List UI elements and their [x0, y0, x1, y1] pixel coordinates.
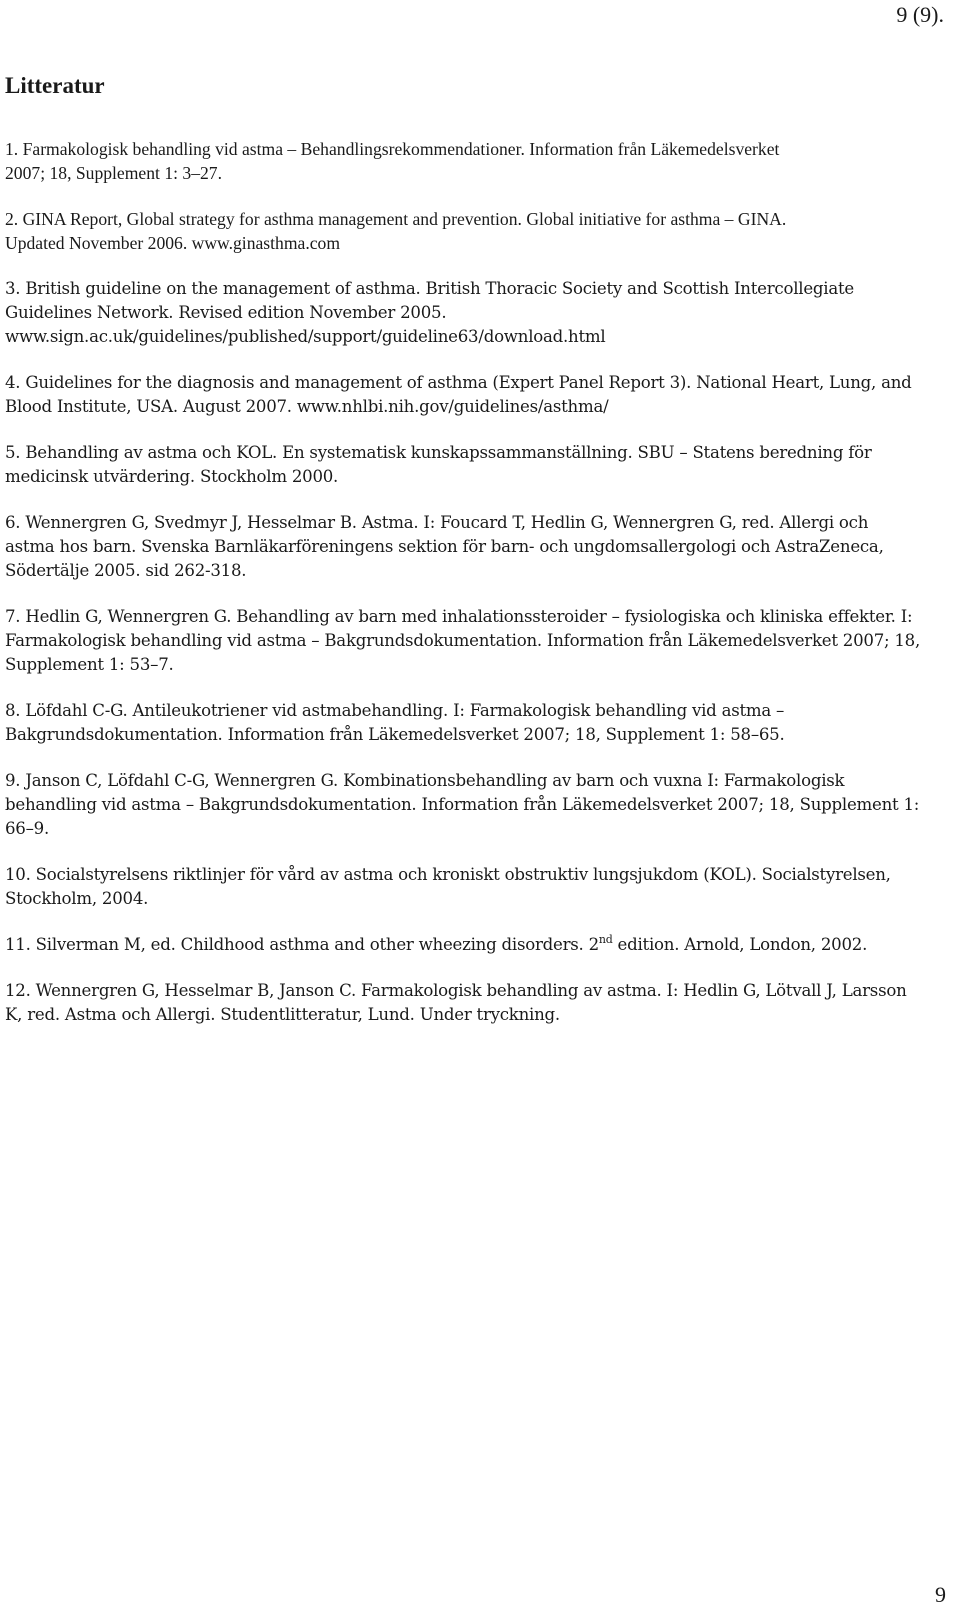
page-title: Litteratur — [5, 73, 105, 98]
reference-text: edition. Arnold, London, 2002. — [612, 935, 868, 954]
reference-item — [5, 137, 935, 185]
reference-item — [5, 933, 935, 957]
reference-line: 7. Hedlin G, Wennergren G. Behandling av barn med inhalationssteroider – fysiologiska och kliniska effekter. I: — [5, 607, 913, 626]
reference-line: 4. Guidelines for the diagnosis and management of asthma (Expert Panel Report 3). National Heart, Lung, and — [5, 373, 912, 392]
reference-line: Södertälje 2005. sid 262-318. — [5, 561, 247, 580]
reference-item — [5, 769, 935, 841]
reference-line — [5, 933, 935, 957]
reference-line: 6. Wennergren G, Svedmyr J, Hesselmar B. Astma. I: Foucard T, Hedlin G, Wennergren G, red. Allergi och — [5, 513, 869, 532]
reference-line: Updated November 2006. www.ginasthma.com — [5, 233, 341, 253]
reference-item — [5, 979, 935, 1027]
reference-line: 2. GINA Report, Global strategy for asthma management and prevention. Global initiative for asthma – GINA. — [5, 209, 787, 229]
reference-text: 11. Silverman M, ed. Childhood asthma and other wheezing disorders. 2 — [5, 935, 599, 954]
ordinal-superscript: nd — [598, 933, 613, 946]
reference-line: 8. Löfdahl C-G. Antileukotriener vid astmabehandling. I: Farmakologisk behandling vid astma – — [5, 701, 785, 720]
reference-line: medicinsk utvärdering. Stockholm 2000. — [5, 467, 339, 486]
reference-item — [5, 699, 935, 747]
reference-line: Blood Institute, USA. August 2007. www.nhlbi.nih.gov/guidelines/asthma/ — [5, 397, 609, 416]
reference-list — [5, 137, 935, 1049]
reference-line: Guidelines Network. Revised edition November 2005. — [5, 303, 447, 322]
reference-line: Supplement 1: 53–7. — [5, 655, 174, 674]
reference-line: 2007; 18, Supplement 1: 3–27. — [5, 163, 222, 183]
page-number-top: 9 (9). — [896, 2, 944, 27]
reference-line: Stockholm, 2004. — [5, 889, 149, 908]
reference-line: 3. British guideline on the management of asthma. British Thoracic Society and Scottish Intercollegiate — [5, 279, 854, 298]
reference-item — [5, 605, 935, 677]
reference-line: 66–9. — [5, 819, 49, 838]
reference-line: Bakgrundsdokumentation. Information från Läkemedelsverket 2007; 18, Supplement 1: 58–65. — [5, 725, 785, 744]
reference-line: astma hos barn. Svenska Barnläkarföreningens sektion för barn- och ungdomsallergologi och AstraZeneca, — [5, 537, 884, 556]
page-number-bottom: 9 — [935, 1582, 946, 1607]
reference-line: 9. Janson C, Löfdahl C-G, Wennergren G. Kombinationsbehandling av barn och vuxna I: Farmakologisk — [5, 771, 845, 790]
reference-line: www.sign.ac.uk/guidelines/published/support/guideline63/download.html — [5, 327, 606, 346]
reference-line: 1. Farmakologisk behandling vid astma – Behandlingsrekommendationer. Information från Läkemedelsverket — [5, 139, 780, 159]
reference-item — [5, 511, 935, 583]
reference-line: Farmakologisk behandling vid astma – Bakgrundsdokumentation. Information från Läkemedelsverket 2007; 18, — [5, 631, 921, 650]
reference-item — [5, 863, 935, 911]
reference-item — [5, 441, 935, 489]
reference-line: 10. Socialstyrelsens riktlinjer för vård av astma och kroniskt obstruktiv lungsjukdom (KOL). Socialstyrelsen, — [5, 865, 891, 884]
reference-item — [5, 277, 935, 349]
reference-line: 12. Wennergren G, Hesselmar B, Janson C. Farmakologisk behandling av astma. I: Hedlin G, Lötvall J, Larsson — [5, 981, 907, 1000]
reference-line: K, red. Astma och Allergi. Studentlitteratur, Lund. Under tryckning. — [5, 1005, 560, 1024]
reference-item — [5, 371, 935, 419]
reference-line: 5. Behandling av astma och KOL. En systematisk kunskapssammanställning. SBU – Statens beredning för — [5, 443, 872, 462]
reference-item — [5, 207, 935, 255]
reference-line: behandling vid astma – Bakgrundsdokumentation. Information från Läkemedelsverket 2007; 18, Supplement 1: — [5, 795, 920, 814]
